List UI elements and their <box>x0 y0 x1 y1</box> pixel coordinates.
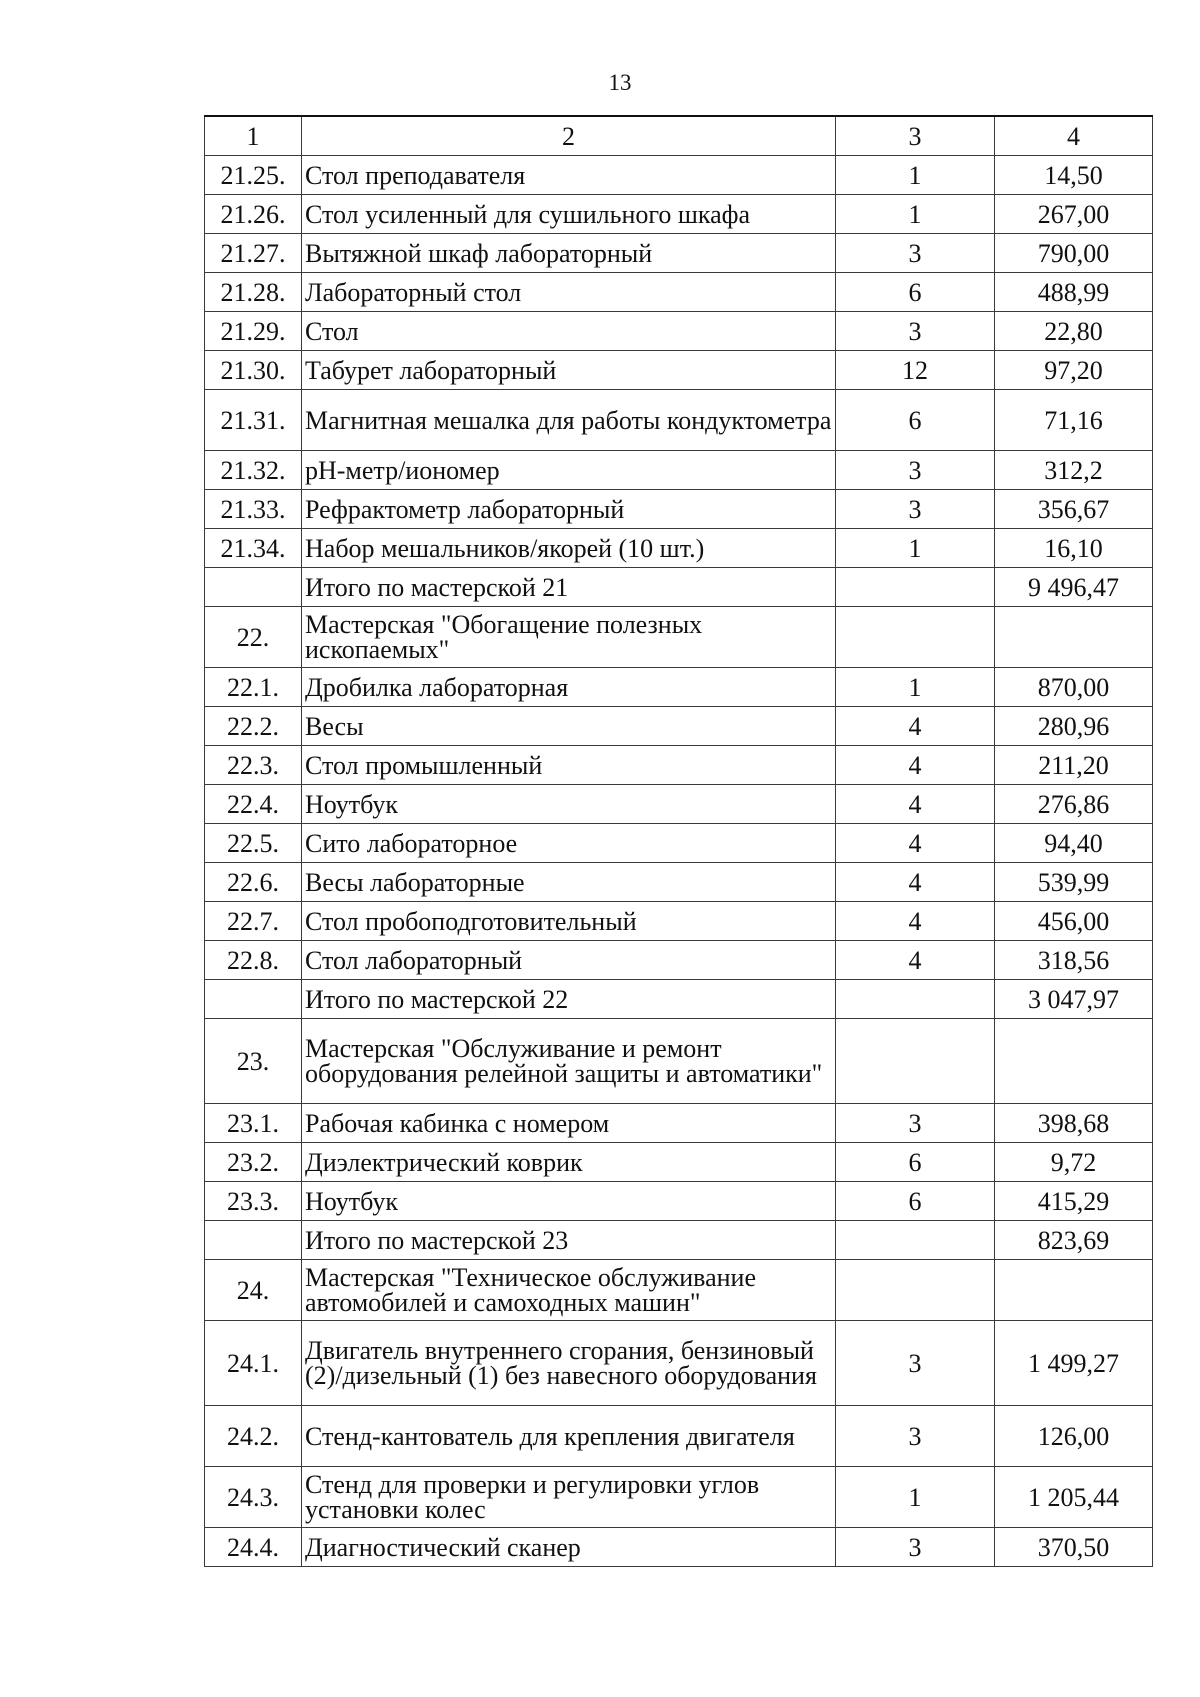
quantity-cell: 1 <box>836 668 995 707</box>
quantity-cell: 1 <box>836 1467 995 1528</box>
amount-cell: 94,40 <box>995 824 1153 863</box>
amount-cell: 488,99 <box>995 273 1153 312</box>
item-name-cell: Мастерская "Обогащение полезных ископаемых" <box>302 607 836 668</box>
table-row <box>205 902 1153 941</box>
table-row <box>205 1182 1153 1221</box>
item-name-cell: Лабораторный стол <box>302 273 836 312</box>
quantity-cell: 3 <box>836 234 995 273</box>
item-name-cell: Итого по мастерской 23 <box>302 1221 836 1260</box>
item-name-cell: Ноутбук <box>302 1182 836 1221</box>
quantity-cell: 3 <box>836 490 995 529</box>
table-row <box>205 312 1153 351</box>
page-number: 13 <box>608 70 632 95</box>
quantity-cell: 1 <box>836 195 995 234</box>
quantity-cell: 3 <box>836 1528 995 1567</box>
item-name-cell: Рефрактометр лабораторный <box>302 490 836 529</box>
amount-cell: 16,10 <box>995 529 1153 568</box>
row-number-cell <box>205 568 302 607</box>
table-row <box>205 863 1153 902</box>
quantity-cell: 3 <box>836 451 995 490</box>
item-name-cell: Двигатель внутреннего сгорания, бензиновый (2)/дизельный (1) без навесного оборудования <box>302 1321 836 1406</box>
table-row <box>205 1528 1153 1567</box>
table-row <box>205 707 1153 746</box>
table-row <box>205 451 1153 490</box>
table-row <box>205 824 1153 863</box>
item-name-cell: Стол лабораторный <box>302 941 836 980</box>
quantity-cell: 4 <box>836 941 995 980</box>
table-row <box>205 529 1153 568</box>
quantity-cell <box>836 980 995 1019</box>
row-number-cell: 23.2. <box>205 1143 302 1182</box>
item-name-cell: Весы лабораторные <box>302 863 836 902</box>
header-cell-1: 1 <box>205 116 302 156</box>
header-cell-4: 4 <box>995 116 1153 156</box>
table-row <box>205 941 1153 980</box>
row-number-cell: 24.4. <box>205 1528 302 1567</box>
amount-cell <box>995 1260 1153 1321</box>
quantity-cell: 4 <box>836 902 995 941</box>
amount-cell <box>995 1019 1153 1104</box>
quantity-cell: 6 <box>836 1143 995 1182</box>
amount-cell: 370,50 <box>995 1528 1153 1567</box>
table-header-row <box>205 116 1153 156</box>
amount-cell: 1 205,44 <box>995 1467 1153 1528</box>
row-number-cell: 21.31. <box>205 390 302 451</box>
row-number-cell: 22.2. <box>205 707 302 746</box>
item-name-cell: Сито лабораторное <box>302 824 836 863</box>
item-name-cell: Стол пробоподготовительный <box>302 902 836 941</box>
item-name-cell: Стенд-кантователь для крепления двигателя <box>302 1406 836 1467</box>
amount-cell: 790,00 <box>995 234 1153 273</box>
amount-cell: 3 047,97 <box>995 980 1153 1019</box>
amount-cell: 318,56 <box>995 941 1153 980</box>
item-name-cell: Диэлектрический коврик <box>302 1143 836 1182</box>
item-name-cell: Диагностический сканер <box>302 1528 836 1567</box>
amount-cell: 280,96 <box>995 707 1153 746</box>
amount-cell: 870,00 <box>995 668 1153 707</box>
table-row <box>205 1019 1153 1104</box>
table-row <box>205 1467 1153 1528</box>
table-row <box>205 234 1153 273</box>
row-number-cell <box>205 1221 302 1260</box>
row-number-cell: 22.7. <box>205 902 302 941</box>
item-name-cell: Весы <box>302 707 836 746</box>
item-name-cell: Итого по мастерской 21 <box>302 568 836 607</box>
row-number-cell: 23.3. <box>205 1182 302 1221</box>
amount-cell: 22,80 <box>995 312 1153 351</box>
row-number-cell: 21.33. <box>205 490 302 529</box>
table-row <box>205 1143 1153 1182</box>
quantity-cell <box>836 1019 995 1104</box>
quantity-cell: 3 <box>836 1321 995 1406</box>
item-name-cell: Табурет лабораторный <box>302 351 836 390</box>
row-number-cell: 21.26. <box>205 195 302 234</box>
table-row <box>205 195 1153 234</box>
quantity-cell: 6 <box>836 390 995 451</box>
row-number-cell: 23.1. <box>205 1104 302 1143</box>
quantity-cell: 4 <box>836 824 995 863</box>
item-name-cell: Вытяжной шкаф лабораторный <box>302 234 836 273</box>
row-number-cell: 21.27. <box>205 234 302 273</box>
amount-cell: 9,72 <box>995 1143 1153 1182</box>
item-name-cell: Магнитная мешалка для работы кондуктометра <box>302 390 836 451</box>
quantity-cell: 4 <box>836 785 995 824</box>
quantity-cell: 6 <box>836 273 995 312</box>
table-row <box>205 156 1153 195</box>
amount-cell: 456,00 <box>995 902 1153 941</box>
table-row <box>205 668 1153 707</box>
amount-cell: 14,50 <box>995 156 1153 195</box>
row-number-cell: 23. <box>205 1019 302 1104</box>
item-name-cell: Стол <box>302 312 836 351</box>
row-number-cell <box>205 980 302 1019</box>
item-name-cell: pH-метр/иономер <box>302 451 836 490</box>
row-number-cell: 24. <box>205 1260 302 1321</box>
row-number-cell: 22.4. <box>205 785 302 824</box>
item-name-cell: Мастерская "Техническое обслуживание автомобилей и самоходных машин" <box>302 1260 836 1321</box>
table-row <box>205 568 1153 607</box>
header-cell-2: 2 <box>302 116 836 156</box>
amount-cell: 97,20 <box>995 351 1153 390</box>
row-number-cell: 22.6. <box>205 863 302 902</box>
amount-cell: 415,29 <box>995 1182 1153 1221</box>
table-row <box>205 746 1153 785</box>
item-name-cell: Рабочая кабинка с номером <box>302 1104 836 1143</box>
amount-cell: 398,68 <box>995 1104 1153 1143</box>
table-row <box>205 1221 1153 1260</box>
quantity-cell: 4 <box>836 746 995 785</box>
table-row <box>205 785 1153 824</box>
amount-cell: 267,00 <box>995 195 1153 234</box>
amount-cell: 823,69 <box>995 1221 1153 1260</box>
quantity-cell: 3 <box>836 1406 995 1467</box>
quantity-cell <box>836 1260 995 1321</box>
row-number-cell: 21.34. <box>205 529 302 568</box>
quantity-cell: 3 <box>836 1104 995 1143</box>
row-number-cell: 21.28. <box>205 273 302 312</box>
amount-cell: 276,86 <box>995 785 1153 824</box>
amount-cell: 356,67 <box>995 490 1153 529</box>
table-row <box>205 1406 1153 1467</box>
quantity-cell <box>836 607 995 668</box>
row-number-cell: 22.3. <box>205 746 302 785</box>
amount-cell: 539,99 <box>995 863 1153 902</box>
equipment-table <box>204 115 1153 1567</box>
item-name-cell: Набор мешальников/якорей (10 шт.) <box>302 529 836 568</box>
quantity-cell <box>836 568 995 607</box>
quantity-cell: 12 <box>836 351 995 390</box>
quantity-cell: 4 <box>836 707 995 746</box>
table-row <box>205 607 1153 668</box>
table-row <box>205 490 1153 529</box>
quantity-cell: 1 <box>836 529 995 568</box>
table-row <box>205 273 1153 312</box>
row-number-cell: 22. <box>205 607 302 668</box>
quantity-cell: 6 <box>836 1182 995 1221</box>
amount-cell: 1 499,27 <box>995 1321 1153 1406</box>
item-name-cell: Ноутбук <box>302 785 836 824</box>
amount-cell <box>995 607 1153 668</box>
row-number-cell: 22.8. <box>205 941 302 980</box>
row-number-cell: 21.25. <box>205 156 302 195</box>
amount-cell: 71,16 <box>995 390 1153 451</box>
item-name-cell: Стол преподавателя <box>302 156 836 195</box>
item-name-cell: Мастерская "Обслуживание и ремонт оборудования релейной защиты и автоматики" <box>302 1019 836 1104</box>
row-number-cell: 21.29. <box>205 312 302 351</box>
item-name-cell: Стол промышленный <box>302 746 836 785</box>
table-row <box>205 980 1153 1019</box>
table-row <box>205 351 1153 390</box>
item-name-cell: Стенд для проверки и регулировки углов установки колес <box>302 1467 836 1528</box>
table-row <box>205 1104 1153 1143</box>
row-number-cell: 22.1. <box>205 668 302 707</box>
quantity-cell: 3 <box>836 312 995 351</box>
row-number-cell: 21.30. <box>205 351 302 390</box>
row-number-cell: 24.1. <box>205 1321 302 1406</box>
row-number-cell: 22.5. <box>205 824 302 863</box>
amount-cell: 312,2 <box>995 451 1153 490</box>
row-number-cell: 24.3. <box>205 1467 302 1528</box>
table-row <box>205 1321 1153 1406</box>
amount-cell: 211,20 <box>995 746 1153 785</box>
quantity-cell: 1 <box>836 156 995 195</box>
quantity-cell: 4 <box>836 863 995 902</box>
amount-cell: 9 496,47 <box>995 568 1153 607</box>
row-number-cell: 24.2. <box>205 1406 302 1467</box>
table-row <box>205 1260 1153 1321</box>
item-name-cell: Стол усиленный для сушильного шкафа <box>302 195 836 234</box>
row-number-cell: 21.32. <box>205 451 302 490</box>
item-name-cell: Дробилка лабораторная <box>302 668 836 707</box>
item-name-cell: Итого по мастерской 22 <box>302 980 836 1019</box>
header-cell-3: 3 <box>836 116 995 156</box>
amount-cell: 126,00 <box>995 1406 1153 1467</box>
quantity-cell <box>836 1221 995 1260</box>
table-row <box>205 390 1153 451</box>
